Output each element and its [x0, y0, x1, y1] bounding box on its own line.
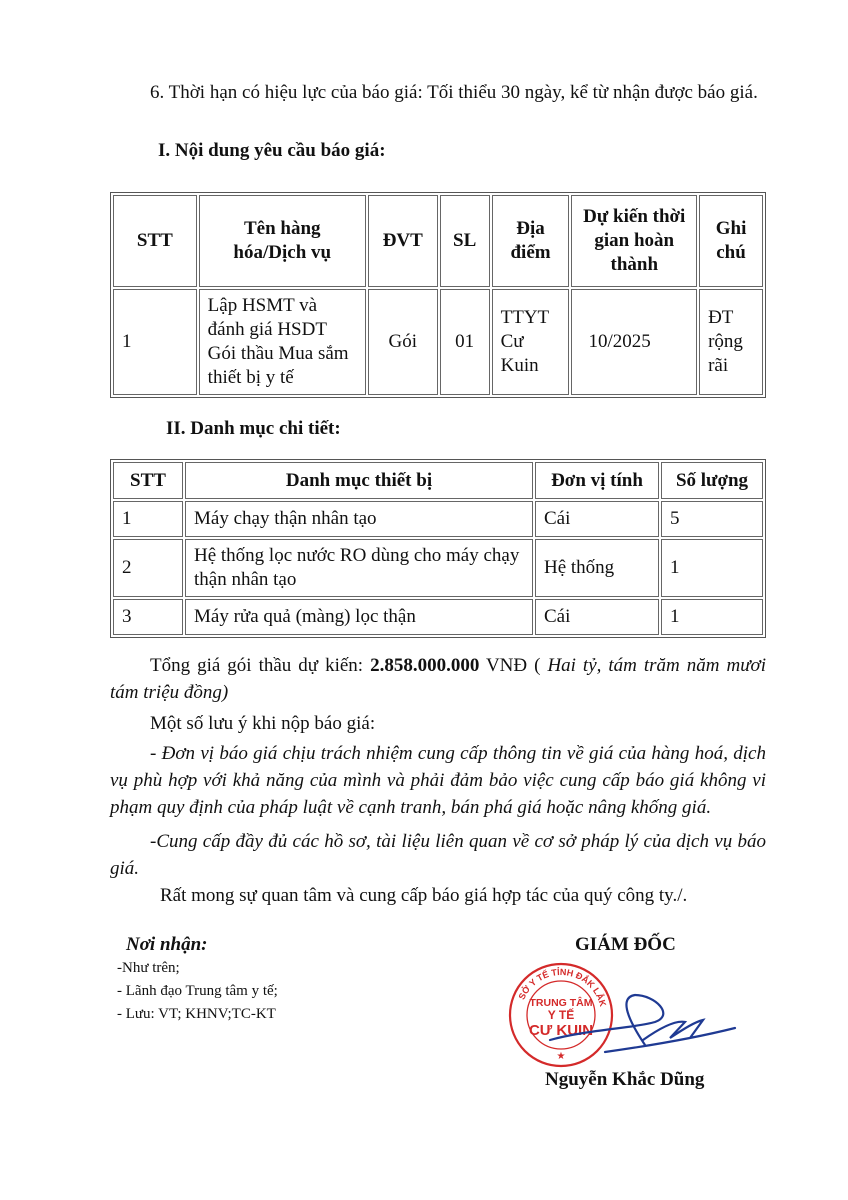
note-item: -Cung cấp đầy đủ các hồ sơ, tài liệu liên quan về cơ sở pháp lý của dịch vụ báo giá. [110, 831, 766, 879]
cell-equipment: Máy chạy thận nhân tạo [185, 501, 533, 537]
cell-equipment: Máy rửa quả (màng) lọc thận [185, 599, 533, 635]
handwritten-signature [545, 990, 745, 1070]
section1-heading: I. Nội dung yêu cầu báo giá: [158, 140, 386, 161]
cell-unit: Cái [535, 501, 659, 537]
cell-stt: 2 [113, 539, 183, 597]
notes-intro: Một số lưu ý khi nộp báo giá: [150, 713, 376, 734]
header-qty: Số lượng [661, 462, 763, 499]
stamp-center-line: Y TẾ [547, 1008, 575, 1022]
note-item: - Đơn vị báo giá chịu trách nhiệm cung cấp thông tin về giá của hàng hoá, dịch vụ phù hợp với khả năng của mình và phải đảm bảo việc cung cấp báo giá không vi phạm quy định của pháp luật về cạnh tranh, bán phá giá hoặc nâng khống giá. [110, 743, 766, 818]
section2-heading: II. Danh mục chi tiết: [166, 418, 341, 439]
cell-note: ĐT rộng rãi [699, 289, 763, 395]
cell-location: TTYT Cư Kuin [492, 289, 570, 395]
stamp-center-line: CƯ KUIN [528, 1022, 594, 1039]
header-item-name: Tên hàng hóa/Dịch vụ [199, 195, 366, 287]
cell-stt: 1 [113, 501, 183, 537]
cell-equipment: Hệ thống lọc nước RO dùng cho máy chạy thận nhân tạo [185, 539, 533, 597]
cell-qty: 1 [661, 539, 763, 597]
request-table [110, 192, 766, 398]
stamp-ring-text: SỞ Y TẾ TỈNH ĐẮK LẮK [516, 966, 609, 1008]
recipients-title: Nơi nhận: [126, 934, 208, 955]
cell-completion: 10/2025 [571, 289, 697, 395]
cell-unit: Hệ thống [535, 539, 659, 597]
signer-name: Nguyễn Khắc Dũng [545, 1069, 705, 1090]
cell-stt: 3 [113, 599, 183, 635]
header-unit: ĐVT [368, 195, 438, 287]
header-unit: Đơn vị tính [535, 462, 659, 499]
header-completion: Dự kiến thời gian hoàn thành [571, 195, 697, 287]
cell-stt: 1 [113, 289, 197, 395]
cell-unit: Cái [535, 599, 659, 635]
equipment-table [110, 459, 766, 638]
cell-qty: 1 [661, 599, 763, 635]
star-icon: ★ [556, 1051, 566, 1062]
stamp-center-line: TRUNG TÂM [529, 997, 593, 1009]
table-row [113, 289, 763, 395]
table-row [113, 539, 763, 597]
table-row [113, 501, 763, 537]
table-header-row [113, 195, 763, 287]
cell-qty: 5 [661, 501, 763, 537]
total-in-words: Hai tỷ, tám trăm năm mươi tám triệu đồng) [110, 655, 766, 703]
total-label: Tổng giá gói thầu dự kiến: [150, 655, 371, 676]
signature-stroke [547, 995, 735, 1052]
table-row [113, 599, 763, 635]
validity-clause: 6. Thời hạn có hiệu lực của báo giá: Tối thiểu 30 ngày, kể từ nhận được báo giá. [150, 82, 758, 103]
header-stt: STT [113, 462, 183, 499]
cell-item-name: Lập HSMT và đánh giá HSDT Gói thầu Mua sắm thiết bị y tế [199, 289, 366, 395]
director-title: GIÁM ĐỐC [575, 934, 676, 955]
header-stt: STT [113, 195, 197, 287]
header-note: Ghi chú [699, 195, 763, 287]
recipient-item: - Lưu: VT; KHNV;TC-KT [117, 1006, 276, 1022]
recipient-item: - Lãnh đạo Trung tâm y tế; [117, 983, 278, 999]
total-currency: VNĐ ( [479, 655, 548, 676]
table-header-row [113, 462, 763, 499]
cell-qty: 01 [440, 289, 490, 395]
total-amount: 2.858.000.000 [370, 655, 480, 676]
cell-unit: Gói [368, 289, 438, 395]
header-qty: SL [440, 195, 490, 287]
closing-line: Rất mong sự quan tâm và cung cấp báo giá hợp tác của quý công ty./. [160, 885, 688, 906]
recipient-item: -Như trên; [117, 960, 180, 976]
header-equipment: Danh mục thiết bị [185, 462, 533, 499]
header-location: Địa điểm [492, 195, 570, 287]
total-price [110, 652, 766, 706]
